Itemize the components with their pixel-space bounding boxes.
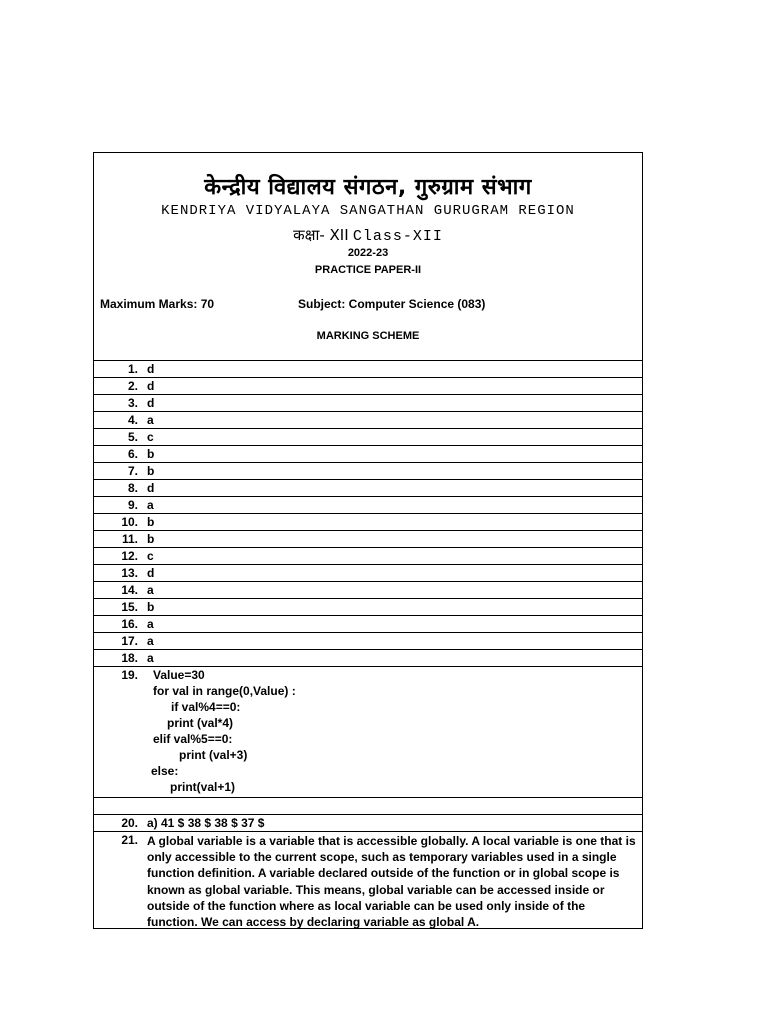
- question-number: 10.: [121, 515, 138, 529]
- code-line: if val%4==0:: [171, 700, 241, 714]
- answer-row: [94, 497, 642, 514]
- marking-scheme-heading: MARKING SCHEME: [316, 330, 420, 342]
- answer: d: [147, 566, 155, 580]
- answer-row-20: [94, 815, 642, 832]
- answer: d: [147, 481, 155, 495]
- document-header: [94, 153, 642, 361]
- marking-scheme-sheet: [93, 152, 643, 929]
- answer: c: [147, 549, 154, 563]
- maximum-marks: Maximum Marks: 70: [100, 297, 215, 311]
- answer-row: [94, 616, 642, 633]
- answer-row-21: [94, 832, 642, 945]
- answer: b: [147, 515, 155, 529]
- question-number: 6.: [127, 447, 138, 461]
- class-hindi: कक्षा- XII: [293, 226, 349, 244]
- answer: d: [147, 362, 155, 376]
- question-number: 8.: [127, 481, 138, 495]
- answer-row: [94, 395, 642, 412]
- question-number: 7.: [127, 464, 138, 478]
- hindi-title: केन्द्रीय विद्यालय संगठन, गुरुग्राम संभाग: [204, 175, 532, 200]
- question-number: 20.: [121, 816, 138, 830]
- answer: b: [147, 532, 155, 546]
- class-line: [94, 225, 642, 245]
- answer: d: [147, 396, 155, 410]
- answer-row: [94, 429, 642, 446]
- question-number: 9.: [127, 498, 138, 512]
- code-line: print(val+1): [170, 780, 236, 794]
- answer: a: [147, 634, 154, 648]
- code-line: elif val%5==0:: [153, 732, 233, 746]
- question-number: 2.: [127, 379, 138, 393]
- answer-row: [94, 548, 642, 565]
- answer-row: [94, 480, 642, 497]
- english-title: KENDRIYA VIDYALAYA SANGATHAN GURUGRAM REGION: [161, 203, 575, 219]
- answer: a: [147, 498, 154, 512]
- answer-row: [94, 599, 642, 616]
- question-number: 11.: [121, 532, 138, 546]
- code-line: Value=30: [153, 668, 205, 682]
- answer: b: [147, 447, 155, 461]
- answer-row: [94, 633, 642, 650]
- answer-paragraph: A global variable is a variable that is accessible globally. A local variable is one that is only accessible to the current scope, such as temporary variables used in a single function definition. A variable declared outside of the function or in global scope is known as global variable. This means, global variable can be accessed inside or outside of the function where as local variable can be used only inside of the function. We can access by declaring variable as global A.: [147, 834, 636, 930]
- paper-title: PRACTICE PAPER-II: [314, 264, 422, 276]
- answer: c: [147, 430, 154, 444]
- answer: a: [147, 651, 154, 665]
- answer: d: [147, 379, 155, 393]
- question-number: 3.: [127, 396, 138, 410]
- answer: a: [147, 413, 154, 427]
- answer-row: [94, 531, 642, 548]
- answer: b: [147, 600, 155, 614]
- question-number: 14.: [121, 583, 138, 597]
- answer: a) 41 $ 38 $ 38 $ 37 $: [147, 816, 265, 830]
- answer-row: [94, 650, 642, 667]
- answer: a: [147, 617, 154, 631]
- question-number: 5.: [127, 430, 138, 444]
- code-line: for val in range(0,Value) :: [153, 684, 296, 698]
- code-line: print (val+3): [179, 748, 248, 762]
- answer-row: [94, 463, 642, 480]
- question-number: 19.: [121, 668, 138, 682]
- answer-row: [94, 565, 642, 582]
- answer: a: [147, 583, 154, 597]
- blank-row: [94, 798, 642, 815]
- answer-table: [94, 361, 642, 945]
- question-number: 17.: [121, 634, 138, 648]
- question-number: 16.: [121, 617, 138, 631]
- question-number: 13.: [121, 566, 138, 580]
- answer-row: [94, 361, 642, 378]
- answer-row: [94, 412, 642, 429]
- class-english: Class-XII: [352, 228, 443, 245]
- question-number: 1.: [127, 362, 138, 376]
- code-line: print (val*4): [167, 716, 234, 730]
- subject: Subject: Computer Science (083): [298, 297, 486, 311]
- answer-row: [94, 446, 642, 463]
- question-number: 18.: [121, 651, 138, 665]
- question-number: 4.: [127, 413, 138, 427]
- answer: b: [147, 464, 155, 478]
- answer-row: [94, 514, 642, 531]
- answer-row: [94, 378, 642, 395]
- answer-row-19-code: [94, 667, 642, 798]
- question-number: 15.: [121, 600, 138, 614]
- answer-row: [94, 582, 642, 599]
- session-year: 2022-23: [347, 247, 389, 259]
- question-number: 21.: [121, 833, 138, 847]
- code-line: else:: [151, 764, 179, 778]
- question-number: 12.: [121, 549, 138, 563]
